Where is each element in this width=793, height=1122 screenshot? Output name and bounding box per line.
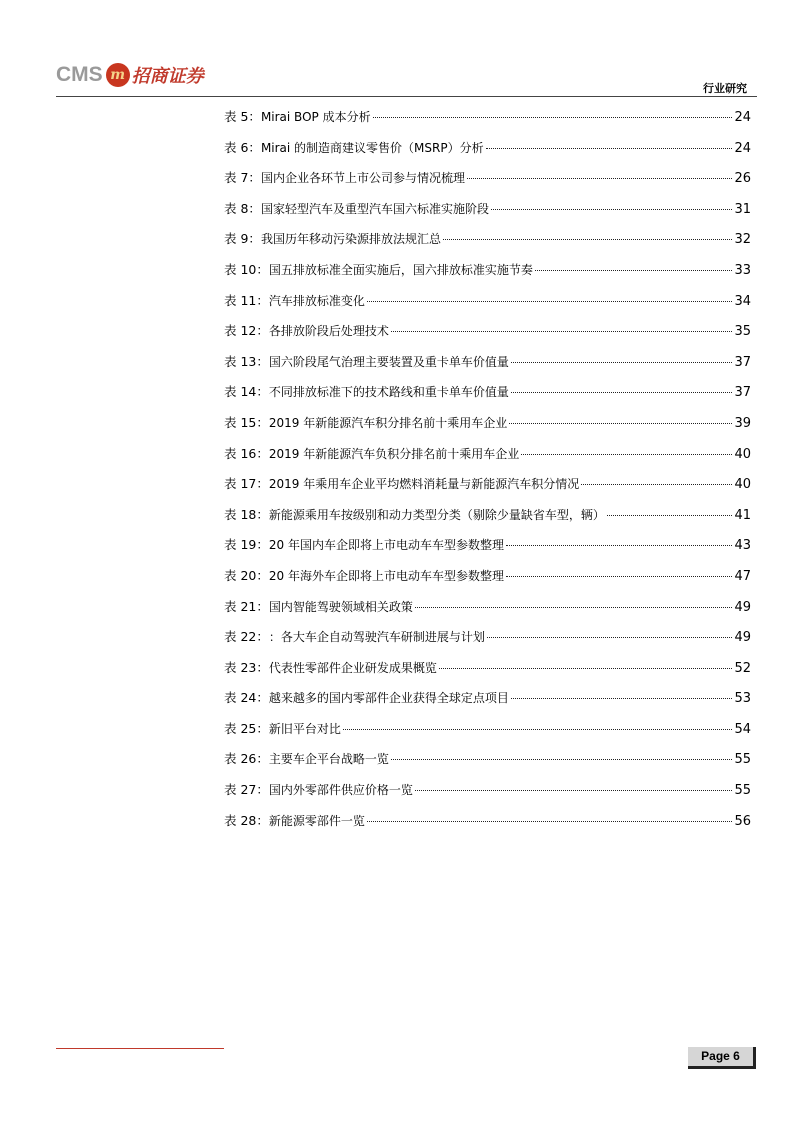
- toc-entry-page[interactable]: 52: [734, 660, 751, 676]
- footer-divider: [56, 1048, 224, 1049]
- toc-entry-title[interactable]: 2019 年新能源汽车负积分排名前十乘用车企业: [268, 446, 520, 461]
- toc-entry[interactable]: [224, 198, 751, 229]
- toc-entry-label: 表 6：: [224, 139, 261, 155]
- toc-entry-label: 表 7：: [224, 170, 261, 186]
- toc-entry-label: 表 28：: [224, 812, 269, 828]
- logo-latin-text: CMS: [56, 63, 103, 86]
- toc-entry-title[interactable]: 20 年海外车企即将上市电动车车型参数整理: [268, 568, 504, 583]
- toc-entry-title[interactable]: 国内企业各环节上市公司参与情况梳理: [260, 171, 465, 186]
- toc-dot-leader: [535, 270, 733, 271]
- toc-entry[interactable]: [224, 748, 751, 779]
- toc-entry-page[interactable]: 32: [734, 232, 751, 248]
- company-logo: [56, 62, 204, 88]
- toc-entry-label: 表 23：: [224, 659, 269, 675]
- toc-entry-page[interactable]: 34: [734, 293, 751, 309]
- toc-entry[interactable]: [224, 596, 751, 627]
- toc-entry-label: 表 15：: [224, 414, 269, 430]
- toc-entry-title[interactable]: 代表性零部件企业研发成果概览: [268, 660, 437, 675]
- toc-dot-leader: [581, 484, 732, 485]
- toc-entry-page[interactable]: 24: [734, 110, 751, 125]
- toc-entry-title[interactable]: 2019 年乘用车企业平均燃料消耗量与新能源汽车积分情况: [268, 477, 580, 492]
- toc-entry-page[interactable]: 33: [734, 262, 751, 278]
- toc-dot-leader: [467, 178, 733, 179]
- toc-entry[interactable]: [224, 657, 751, 688]
- toc-dot-leader: [487, 637, 733, 638]
- toc-entry-label: 表 26：: [224, 751, 269, 767]
- toc-entry[interactable]: [224, 779, 751, 810]
- toc-dot-leader: [391, 331, 733, 332]
- toc-entry-page[interactable]: 55: [734, 783, 751, 799]
- toc-entry[interactable]: [224, 565, 751, 596]
- toc-entry[interactable]: [224, 320, 751, 351]
- toc-entry-page[interactable]: 49: [734, 630, 751, 646]
- toc-entry-label: 表 22：: [224, 629, 269, 645]
- toc-entry-title[interactable]: 新能源零部件一览: [268, 813, 365, 828]
- toc-dot-leader: [343, 729, 733, 730]
- toc-entry-label: 表 27：: [224, 782, 269, 798]
- toc-entry-label: 表 19：: [224, 537, 269, 553]
- toc-entry-title[interactable]: 国家轻型汽车及重型汽车国六标准实施阶段: [260, 201, 489, 216]
- toc-dot-leader: [491, 209, 733, 210]
- toc-entry-label: 表 18：: [224, 506, 269, 522]
- toc-entry-label: 表 16：: [224, 445, 269, 461]
- logo-badge-icon: m: [106, 63, 130, 87]
- toc-entry-title[interactable]: 各排放阶段后处理技术: [268, 324, 389, 339]
- toc-entry-title[interactable]: 我国历年移动污染源排放法规汇总: [260, 232, 441, 247]
- toc-entry-title[interactable]: 国五排放标准全面实施后，国六排放标准实施节奏: [268, 262, 533, 277]
- toc-entry[interactable]: [224, 412, 751, 443]
- header-divider: [56, 96, 757, 97]
- toc-entry-title[interactable]: 国内智能驾驶领域相关政策: [268, 599, 413, 614]
- toc-entry[interactable]: [224, 810, 751, 841]
- toc-dot-leader: [486, 148, 733, 149]
- toc-dot-leader: [367, 301, 733, 302]
- toc-entry-title[interactable]: 主要车企平台战略一览: [268, 752, 389, 767]
- toc-entry[interactable]: [224, 443, 751, 474]
- toc-entry-page[interactable]: 37: [734, 354, 751, 370]
- toc-entry[interactable]: [224, 534, 751, 565]
- toc-entry-page[interactable]: 49: [734, 599, 751, 615]
- toc-entry-page[interactable]: 37: [734, 385, 751, 401]
- toc-entry[interactable]: [224, 351, 751, 382]
- toc-dot-leader: [443, 239, 733, 240]
- toc-entry-title[interactable]: 新能源乘用车按级别和动力类型分类（剔除少量缺省车型，辆）: [268, 507, 605, 522]
- toc-entry[interactable]: [224, 718, 751, 749]
- toc-entry-page[interactable]: 41: [734, 507, 751, 523]
- toc-entry-page[interactable]: 39: [734, 415, 751, 431]
- toc-entry[interactable]: [224, 167, 751, 198]
- toc-entry-label: 表 12：: [224, 323, 269, 339]
- toc-entry-title[interactable]: 国六阶段尾气治理主要装置及重卡单车价值量: [268, 354, 509, 369]
- toc-dot-leader: [415, 607, 733, 608]
- toc-dot-leader: [506, 545, 732, 546]
- toc-entry-page[interactable]: 26: [734, 171, 751, 187]
- toc-dot-leader: [373, 117, 733, 118]
- toc-entry[interactable]: [224, 473, 751, 504]
- toc-dot-leader: [607, 515, 733, 516]
- toc-entry[interactable]: [224, 290, 751, 321]
- toc-entry-title[interactable]: 国内外零部件供应价格一览: [268, 783, 413, 798]
- toc-entry-page[interactable]: 53: [734, 691, 751, 707]
- toc-entry-label: 表 13：: [224, 353, 269, 369]
- toc-dot-leader: [415, 790, 733, 791]
- toc-entry-title[interactable]: 汽车排放标准变化: [268, 293, 365, 308]
- toc-entry-title[interactable]: Mirai BOP 成本分析: [260, 110, 371, 124]
- toc-dot-leader: [506, 576, 732, 577]
- toc-entry-page[interactable]: 24: [734, 140, 751, 156]
- toc-entry-label: 表 9：: [224, 231, 261, 247]
- toc-entry-title[interactable]: 20 年国内车企即将上市电动车车型参数整理: [268, 538, 504, 553]
- toc-entry-page[interactable]: 56: [734, 813, 751, 829]
- table-of-contents: [224, 106, 751, 840]
- toc-entry-label: 表 14：: [224, 384, 269, 400]
- toc-entry-label: 表 17：: [224, 476, 269, 492]
- section-label: 行业研究: [703, 82, 747, 95]
- toc-entry-label: 表 25：: [224, 720, 269, 736]
- logo-chinese-text: 招商证券: [131, 66, 204, 87]
- toc-entry-page[interactable]: 55: [734, 752, 751, 768]
- toc-entry[interactable]: [224, 381, 751, 412]
- toc-dot-leader: [439, 668, 733, 669]
- toc-entry-page[interactable]: 54: [734, 721, 751, 737]
- toc-entry[interactable]: [224, 137, 751, 168]
- toc-entry[interactable]: [224, 687, 751, 718]
- toc-entry-page[interactable]: 40: [734, 446, 751, 462]
- toc-dot-leader: [367, 821, 733, 822]
- toc-dot-leader: [511, 392, 733, 393]
- toc-entry[interactable]: [224, 504, 751, 535]
- toc-entry-label: 表 20：: [224, 567, 269, 583]
- toc-entry[interactable]: [224, 259, 751, 290]
- toc-entry-title[interactable]: 越来越多的国内零部件企业获得全球定点项目: [268, 691, 509, 706]
- toc-entry-label: 表 5：: [224, 109, 261, 124]
- page-number-badge: Page 6: [688, 1047, 756, 1069]
- toc-entry-page[interactable]: 31: [734, 201, 751, 217]
- toc-entry-page[interactable]: 35: [734, 324, 751, 340]
- toc-dot-leader: [511, 362, 733, 363]
- toc-entry[interactable]: [224, 106, 751, 137]
- toc-entry-title[interactable]: ：各大车企自动驾驶汽车研制进展与计划: [268, 630, 485, 645]
- toc-dot-leader: [521, 454, 732, 455]
- toc-entry-label: 表 21：: [224, 598, 269, 614]
- toc-entry-page[interactable]: 47: [734, 568, 751, 584]
- toc-entry-page[interactable]: 43: [734, 538, 751, 554]
- toc-entry[interactable]: [224, 228, 751, 259]
- toc-entry-title[interactable]: 不同排放标准下的技术路线和重卡单车价值量: [268, 385, 509, 400]
- toc-entry-label: 表 10：: [224, 261, 269, 277]
- toc-dot-leader: [391, 759, 733, 760]
- toc-entry-label: 表 11：: [224, 292, 269, 308]
- toc-entry-title[interactable]: Mirai 的制造商建议零售价（MSRP）分析: [260, 140, 484, 155]
- toc-entry-label: 表 8：: [224, 200, 261, 216]
- toc-entry-page[interactable]: 40: [734, 477, 751, 493]
- toc-entry-title[interactable]: 2019 年新能源汽车积分排名前十乘用车企业: [268, 415, 508, 430]
- toc-dot-leader: [511, 698, 733, 699]
- toc-entry-label: 表 24：: [224, 690, 269, 706]
- toc-entry[interactable]: [224, 626, 751, 657]
- toc-dot-leader: [509, 423, 732, 424]
- toc-entry-title[interactable]: 新旧平台对比: [268, 721, 341, 736]
